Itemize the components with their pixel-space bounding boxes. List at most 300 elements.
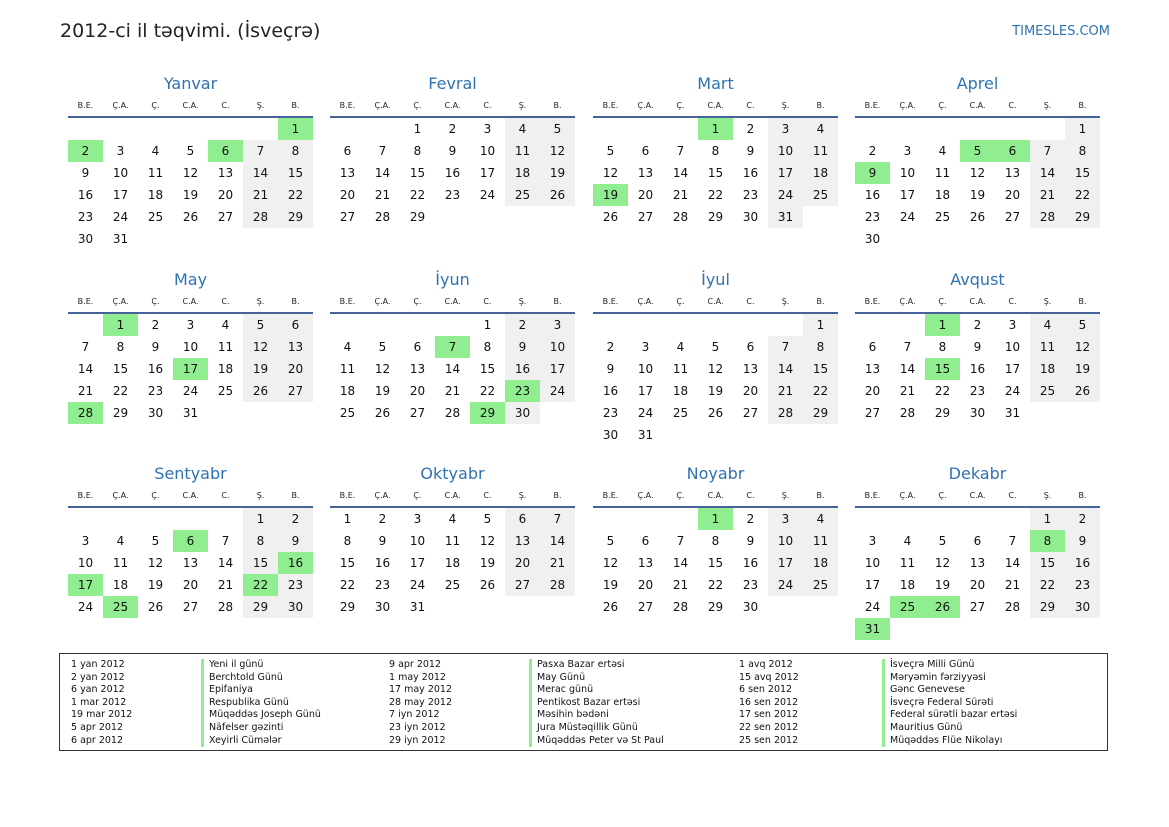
empty-cell [698,314,733,336]
day-cell: 8 [803,336,838,358]
empty-cell [698,424,733,446]
day-cell: 1 [103,314,138,336]
day-cell: 6 [173,530,208,552]
day-cell: 6 [641,534,650,548]
day-cell: 31 [637,428,654,442]
week-row [68,206,313,228]
weekday-label: B.E. [339,491,356,500]
day-cell: 2 [68,140,103,162]
weekday-label: B.E. [602,297,619,306]
weekday-label: Ç. [938,101,947,110]
weekday-label: Ç. [676,101,685,110]
day-cell: 27 [637,210,654,224]
day-cell: 30 [147,406,164,420]
week-row [593,552,838,574]
month-9 [68,462,313,618]
empty-cell [103,118,138,140]
day-cell: 7 [676,534,685,548]
legend-date: 5 apr 2012 [71,721,124,733]
empty-cell [593,508,628,530]
day-cell: 21 [243,184,278,206]
legend-holiday-name: Merac günü [537,684,594,696]
day-cell: 15 [339,556,356,570]
day-cell: 1 [243,508,278,530]
legend-name-column [882,659,1017,747]
day-cell: 24 [112,210,129,224]
month-name: Aprel [956,74,999,93]
empty-cell [330,118,365,140]
day-cell: 16 [1065,552,1100,574]
day-cell: 12 [147,556,164,570]
weekday-label: C.A. [444,297,461,306]
empty-cell [278,402,313,424]
empty-cell [138,118,173,140]
day-cell: 20 [409,384,426,398]
day-cell: 16 [864,188,881,202]
legend-date: 2 yan 2012 [71,671,125,683]
week-row [68,552,313,574]
empty-cell [1065,402,1100,424]
day-cell: 28 [672,210,689,224]
day-cell: 8 [1065,140,1100,162]
day-cell: 24 [479,188,496,202]
day-cell: 19 [479,556,496,570]
empty-cell [855,314,890,336]
weekday-label: C.A. [444,491,461,500]
week-row [68,358,313,380]
day-cell: 16 [602,384,619,398]
day-cell: 8 [116,340,125,354]
day-cell: 15 [278,162,313,184]
day-cell: 19 [707,384,724,398]
week-row [593,206,838,228]
empty-cell [540,402,575,424]
legend-holiday-name: Näfelser gəzinti [209,721,284,733]
legend-date: 1 may 2012 [389,671,446,683]
day-cell: 18 [1030,358,1065,380]
day-cell: 9 [448,144,457,158]
week-row [593,574,838,596]
day-cell: 9 [973,340,982,354]
weekday-label: B.E. [77,101,94,110]
day-cell: 23 [278,574,313,596]
week-row [855,162,1100,184]
empty-cell [103,508,138,530]
week-row [330,530,575,552]
week-row [855,314,1100,336]
empty-cell [208,508,243,530]
day-cell: 22 [339,578,356,592]
day-cell: 5 [483,512,492,526]
week-row [855,336,1100,358]
weekday-label: B.E. [77,491,94,500]
week-row [68,314,313,336]
day-cell: 19 [934,578,951,592]
month-1 [68,72,313,250]
legend-date: 9 apr 2012 [389,659,442,670]
weekday-label: B. [1078,101,1087,110]
day-cell: 16 [742,166,759,180]
legend-holiday-name: Gənc Genevese [890,684,965,696]
empty-cell [208,118,243,140]
day-cell: 29 [707,600,724,614]
day-cell: 14 [217,556,234,570]
day-cell: 10 [1004,340,1021,354]
month-name: Oktyabr [420,464,485,483]
empty-cell [925,618,960,640]
month-2 [330,72,575,228]
weekday-label: C. [746,101,755,110]
day-cell: 17 [112,188,129,202]
day-cell: 11 [672,362,689,376]
day-cell: 26 [479,578,496,592]
day-cell: 11 [112,556,129,570]
week-row [855,206,1100,228]
weekday-label: Ç.A. [637,297,654,306]
weekday-label: B.E. [864,297,881,306]
day-cell: 15 [1030,552,1065,574]
day-cell: 10 [768,530,803,552]
day-cell: 27 [637,600,654,614]
day-cell: 1 [698,118,733,140]
weekday-label: B. [1078,491,1087,500]
day-cell: 27 [182,600,199,614]
week-row [593,118,838,140]
day-cell: 12 [374,362,391,376]
day-cell: 2 [151,318,160,332]
day-cell: 9 [746,144,755,158]
day-cell: 13 [1004,166,1021,180]
day-cell: 28 [68,402,103,424]
day-cell: 11 [339,362,356,376]
day-cell: 16 [77,188,94,202]
week-row [68,380,313,402]
day-cell: 23 [1065,574,1100,596]
day-cell: 15 [479,362,496,376]
week-row [330,118,575,140]
day-cell: 18 [899,578,916,592]
day-cell: 9 [855,162,890,184]
day-cell: 26 [243,380,278,402]
day-cell: 4 [151,144,160,158]
day-cell: 24 [1004,384,1021,398]
day-cell: 29 [1030,596,1065,618]
empty-cell [138,508,173,530]
weekday-label: B. [291,491,300,500]
weekday-label: C.A. [969,491,986,500]
empty-cell [995,228,1030,250]
day-cell: 30 [864,232,881,246]
empty-cell [733,424,768,446]
weekday-label: Ç.A. [112,491,129,500]
day-cell: 13 [637,556,654,570]
day-cell: 18 [505,162,540,184]
day-cell: 28 [540,574,575,596]
day-cell: 8 [1030,530,1065,552]
day-cell: 10 [182,340,199,354]
day-cell: 4 [903,534,912,548]
day-cell: 8 [243,530,278,552]
day-cell: 17 [768,162,803,184]
day-cell: 25 [339,406,356,420]
day-cell: 15 [112,362,129,376]
day-cell: 19 [374,384,391,398]
day-cell: 17 [864,578,881,592]
day-cell: 16 [374,556,391,570]
brand-link[interactable]: TIMESLES.COM [1012,24,1110,39]
week-row [855,552,1100,574]
day-cell: 13 [505,530,540,552]
week-row [593,402,838,424]
day-cell: 14 [77,362,94,376]
day-cell: 5 [151,534,160,548]
day-cell: 8 [938,340,947,354]
weekday-label: Ş. [1043,297,1052,306]
day-cell: 14 [899,362,916,376]
week-row [68,228,313,250]
day-cell: 25 [890,596,925,618]
week-row [68,508,313,530]
day-cell: 30 [1065,596,1100,618]
day-cell: 19 [593,184,628,206]
week-row [330,184,575,206]
day-cell: 2 [746,122,755,136]
legend-date: 17 sen 2012 [739,709,799,721]
weekday-label: Ç.A. [637,101,654,110]
day-cell: 25 [217,384,234,398]
day-cell: 14 [768,358,803,380]
day-cell: 13 [339,166,356,180]
empty-cell [768,314,803,336]
day-cell: 26 [147,600,164,614]
weekday-label: Ş. [518,101,527,110]
legend-date-column [71,659,132,747]
day-cell: 27 [278,380,313,402]
day-cell: 24 [864,600,881,614]
legend-date: 25 sen 2012 [739,734,799,746]
day-cell: 19 [1065,358,1100,380]
week-row [68,402,313,424]
weekday-label: C. [746,297,755,306]
month-name: İyul [701,270,730,289]
week-row [330,162,575,184]
week-row [68,530,313,552]
day-cell: 1 [343,512,352,526]
day-cell: 17 [540,358,575,380]
weekday-label: B. [553,491,562,500]
day-cell: 26 [182,210,199,224]
day-cell: 27 [339,210,356,224]
day-cell: 20 [637,578,654,592]
week-row [855,508,1100,530]
empty-cell [593,118,628,140]
week-row [593,162,838,184]
day-cell: 3 [116,144,125,158]
day-cell: 23 [969,384,986,398]
week-row [68,596,313,618]
legend-date: 17 may 2012 [389,684,453,696]
week-row [593,596,838,618]
day-cell: 7 [903,340,912,354]
weekday-label: C.A. [707,297,724,306]
day-cell: 7 [435,336,470,358]
day-cell: 25 [803,184,838,206]
week-row [855,228,1100,250]
legend-holiday-name: May Günü [537,671,586,683]
day-cell: 29 [339,600,356,614]
day-cell: 28 [374,210,391,224]
day-cell: 10 [479,144,496,158]
day-cell: 12 [1065,336,1100,358]
day-cell: 8 [711,534,720,548]
weekday-label: Ç. [676,491,685,500]
empty-cell [1030,618,1065,640]
day-cell: 12 [479,534,496,548]
day-cell: 12 [969,166,986,180]
day-cell: 7 [1030,140,1065,162]
day-cell: 11 [444,534,461,548]
weekday-label: Ş. [518,297,527,306]
weekday-label: Ş. [256,491,265,500]
day-cell: 9 [151,340,160,354]
day-cell: 6 [641,144,650,158]
day-cell: 8 [278,140,313,162]
day-cell: 15 [243,552,278,574]
day-cell: 12 [602,166,619,180]
day-cell: 2 [448,122,457,136]
day-cell: 17 [637,384,654,398]
day-cell: 20 [182,578,199,592]
day-cell: 26 [1065,380,1100,402]
empty-cell [768,596,803,618]
weekday-label: Ç.A. [112,297,129,306]
empty-cell [243,118,278,140]
empty-cell [628,118,663,140]
page-title: 2012-ci il təqvimi. (İsveçrə) [60,20,321,42]
day-cell: 21 [77,384,94,398]
day-cell: 27 [1004,210,1021,224]
day-cell: 11 [803,530,838,552]
empty-cell [663,118,698,140]
day-cell: 5 [606,534,615,548]
weekday-label: B.E. [339,101,356,110]
weekday-label: B. [553,101,562,110]
day-cell: 31 [855,618,890,640]
day-cell: 13 [409,362,426,376]
weekday-label: C. [1008,101,1017,110]
week-row [330,336,575,358]
day-cell: 17 [768,552,803,574]
day-cell: 1 [413,122,422,136]
day-cell: 14 [1004,556,1021,570]
day-cell: 15 [707,166,724,180]
empty-cell [890,118,925,140]
day-cell: 20 [969,578,986,592]
weekday-header [330,486,575,508]
empty-cell [925,118,960,140]
empty-cell [890,314,925,336]
day-cell: 8 [711,144,720,158]
day-cell: 21 [1004,578,1021,592]
day-cell: 20 [217,188,234,202]
day-cell: 21 [540,552,575,574]
day-cell: 5 [938,534,947,548]
month-name: Yanvar [163,74,218,93]
day-cell: 24 [77,600,94,614]
legend-date: 6 yan 2012 [71,684,125,696]
day-cell: 25 [803,574,838,596]
day-cell: 13 [637,166,654,180]
legend-holiday-name: Pentikost Bazar ertəsi [537,696,641,708]
day-cell: 15 [1065,162,1100,184]
day-cell: 24 [182,384,199,398]
day-cell: 7 [81,340,90,354]
week-row [855,140,1100,162]
week-row [330,596,575,618]
day-cell: 12 [934,556,951,570]
day-cell: 16 [505,358,540,380]
empty-cell [68,508,103,530]
weekday-label: B. [553,297,562,306]
week-row [68,184,313,206]
day-cell: 5 [540,118,575,140]
legend-holiday-name: Müqəddəs Peter və St Paul [537,734,664,746]
day-cell: 13 [182,556,199,570]
empty-cell [1065,618,1100,640]
empty-cell [435,596,470,618]
day-cell: 30 [278,596,313,618]
day-cell: 13 [278,336,313,358]
day-cell: 24 [768,184,803,206]
day-cell: 7 [676,144,685,158]
weekday-header [68,96,313,118]
month-3 [593,72,838,228]
weekday-label: Ş. [781,491,790,500]
day-cell: 3 [540,314,575,336]
day-cell: 22 [803,380,838,402]
legend-date: 1 mar 2012 [71,696,127,708]
week-row [330,206,575,228]
weekday-header [68,486,313,508]
day-cell: 8 [343,534,352,548]
day-cell: 2 [378,512,387,526]
legend-date: 29 iyn 2012 [389,734,446,746]
legend-date: 15 avq 2012 [739,671,799,683]
legend-holiday-name: Məsihin bədəni [537,709,609,721]
weekday-label: B. [291,101,300,110]
week-row [68,118,313,140]
month-name: Sentyabr [154,464,227,483]
weekday-label: Ş. [1043,101,1052,110]
day-cell: 24 [540,380,575,402]
month-12 [855,462,1100,640]
empty-cell [733,314,768,336]
day-cell: 5 [378,340,387,354]
week-row [330,358,575,380]
day-cell: 17 [479,166,496,180]
weekday-label: B.E. [602,101,619,110]
day-cell: 13 [217,166,234,180]
day-cell: 23 [147,384,164,398]
month-name: Noyabr [686,464,745,483]
day-cell: 11 [217,340,234,354]
week-row [68,162,313,184]
day-cell: 18 [147,188,164,202]
weekday-label: B. [816,101,825,110]
empty-cell [435,314,470,336]
day-cell: 30 [374,600,391,614]
empty-cell [470,206,505,228]
